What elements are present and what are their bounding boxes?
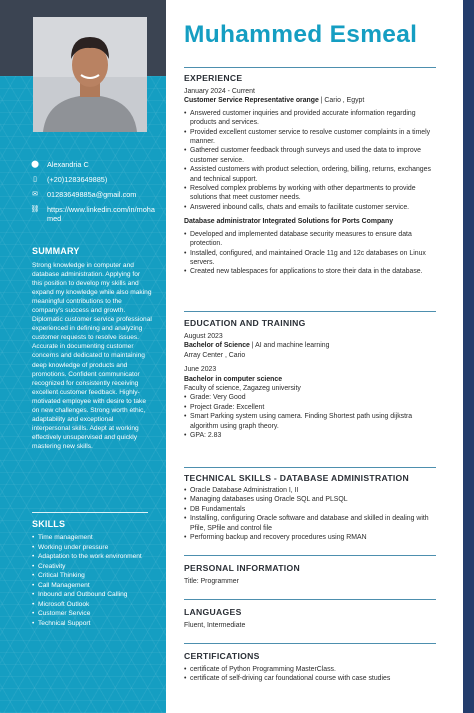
education-section — [184, 332, 439, 440]
certifications-section — [184, 665, 439, 684]
job2-bullets — [184, 230, 439, 277]
edu2-degree-line — [184, 375, 439, 384]
edu1-field: | AI and machine learning — [249, 342, 330, 350]
job1-title: Customer Service Representative orange — [184, 97, 319, 105]
profile-photo — [33, 17, 147, 132]
technical-bullets — [184, 486, 439, 542]
skills-list — [32, 533, 154, 628]
list-item: • Smart Parking system using camera. Finding Shortest path using dijkstra algorithm using graph theory. — [184, 412, 439, 431]
job1-title-line — [184, 96, 439, 105]
edu1-date: August 2023 — [184, 333, 223, 340]
list-item: • Developed and implemented database security measures to ensure data protection. — [184, 230, 439, 249]
location-pin-icon: ⬤ — [31, 161, 39, 168]
job1-bullets — [184, 109, 439, 212]
list-item: • Grade: Very Good — [184, 393, 439, 402]
link-icon: ⛓ — [30, 206, 40, 213]
list-item: • Installed, configured, and maintained Oracle 11g and 12c databases on Linux servers. — [184, 249, 439, 268]
edu2-bullets — [184, 393, 439, 440]
list-item: • Oracle Database Administration I, II — [184, 486, 439, 495]
contact-phone: ▯ (+20)1283649885) — [30, 175, 156, 184]
list-item: • GPA: 2.83 — [184, 431, 439, 440]
candidate-name: Muhammed Esmeal — [184, 21, 418, 48]
personal-heading: PERSONAL INFORMATION — [184, 563, 300, 573]
edu1-degree-line — [184, 341, 439, 350]
contact-location: ⬤ Alexandria C — [31, 160, 89, 169]
skill-item: • Adaptation to the work environment — [32, 552, 154, 562]
education-top-rule — [184, 311, 436, 312]
skill-item: • Critical Thinking — [32, 571, 154, 581]
list-item: • Resolved complex problems by working with other departments to provide solutions that meet customer needs. — [184, 184, 439, 203]
list-item: • Performing backup and recovery procedures using RMAN — [184, 533, 439, 542]
edu1-place: Array Center , Cario — [184, 351, 246, 359]
list-item: • Managing databases using Oracle SQL and PLSQL — [184, 495, 439, 504]
list-item: • Gathered customer feedback through surveys and used the data to improve customer service. — [184, 146, 439, 165]
contact-email[interactable]: ✉ 01283649885a@gmail.com — [30, 190, 156, 199]
list-item: • certificate of Python Programming MasterClass. — [184, 665, 439, 674]
technical-heading: TECHNICAL SKILLS - DATABASE ADMINISTRATION — [184, 473, 410, 483]
email-icon: ✉ — [32, 191, 38, 198]
edu1-degree: Bachelor of Science — [184, 342, 250, 350]
skill-item: • Time management — [32, 533, 154, 543]
skill-item: • Working under pressure — [32, 543, 154, 553]
experience-section — [184, 87, 439, 277]
edu2-date: June 2023 — [184, 366, 217, 374]
technical-top-rule — [184, 467, 436, 468]
edu2-degree: Bachelor in computer science — [184, 375, 283, 383]
skill-item: • Technical Support — [32, 619, 154, 629]
list-item: • Answered inbound calls, chats and emails to facilitate customer service. — [184, 203, 439, 212]
job2-title-line — [184, 217, 439, 226]
contact-linkedin[interactable]: ⛓ https://www.linkedin.com/in/mohamed — [30, 205, 155, 223]
skill-item: • Inbound and Outbound Calling — [32, 590, 154, 600]
languages-top-rule — [184, 599, 436, 600]
languages-text: Fluent, Intermediate — [184, 622, 246, 629]
skills-heading: SKILLS — [32, 519, 66, 529]
list-item: • Installing, configuring Oracle software and database and skilled in dealing with Pfile, SPfile and control file — [184, 514, 439, 533]
experience-heading: EXPERIENCE — [184, 73, 243, 83]
summary-divider — [32, 512, 148, 513]
skill-item: • Call Management — [32, 581, 154, 591]
phone-icon: ▯ — [33, 176, 37, 183]
list-item: • Provided excellent customer service to resolve customer complaints in a timely manner. — [184, 128, 439, 147]
experience-top-rule — [184, 67, 436, 68]
skill-item: • Microsoft Outlook — [32, 600, 154, 610]
edu2-place: Faculty of science, Zagazeg university — [184, 385, 301, 393]
contact-list — [30, 160, 156, 229]
personal-title: Title: Programmer — [184, 578, 239, 585]
list-item: • Assisted customers with product selection, ordering, billing, returns, exchanges and technical support. — [184, 165, 439, 184]
languages-heading: LANGUAGES — [184, 607, 242, 617]
certifications-top-rule — [184, 643, 436, 644]
skill-item: • Customer Service — [32, 609, 154, 619]
list-item: • Answered customer inquiries and provided accurate information regarding products and services. — [184, 109, 439, 128]
personal-top-rule — [184, 555, 436, 556]
list-item: • Created new tablespaces for applications to store their data in the database. — [184, 267, 439, 276]
job1-dates: January 2024 - Current — [184, 88, 255, 95]
job2-title: Database administrator Integrated Solutions for Ports Company — [184, 218, 394, 226]
summary-text: Strong knowledge in computer and database administration. Applying for this position to develop my skills and expand my knowledge while also making meaningful contributions to the company's success and growth. Diplomatic customer service professional experienced in defining and analyzing customer requests to resolve issues. Accurate in documenting customer concerns and dedicated to maintaining deep knowledge of products and promotions. Confident communicator recognized for consistently receiving excellent customer feedback. Highly-motivated employee with desire to take on new challenges. Strong worth ethic, adaptability and exceptional interpersonal skills. Adept at working effectively unsupervised and quickly mastering new skills. — [32, 262, 152, 450]
job1-location: | Cario , Egypt — [318, 97, 365, 105]
page-edge-band — [463, 0, 474, 713]
list-item: • certificate of self-driving car foundational course with case studies — [184, 674, 439, 683]
certifications-bullets — [184, 665, 439, 684]
technical-section — [184, 486, 439, 542]
list-item: • Project Grade: Excellent — [184, 403, 439, 412]
education-heading: EDUCATION AND TRAINING — [184, 318, 306, 328]
certifications-heading: CERTIFICATIONS — [184, 651, 260, 661]
list-item: • DB Fundamentals — [184, 505, 439, 514]
summary-heading: SUMMARY — [32, 246, 80, 256]
skill-item: • Creativity — [32, 562, 154, 572]
